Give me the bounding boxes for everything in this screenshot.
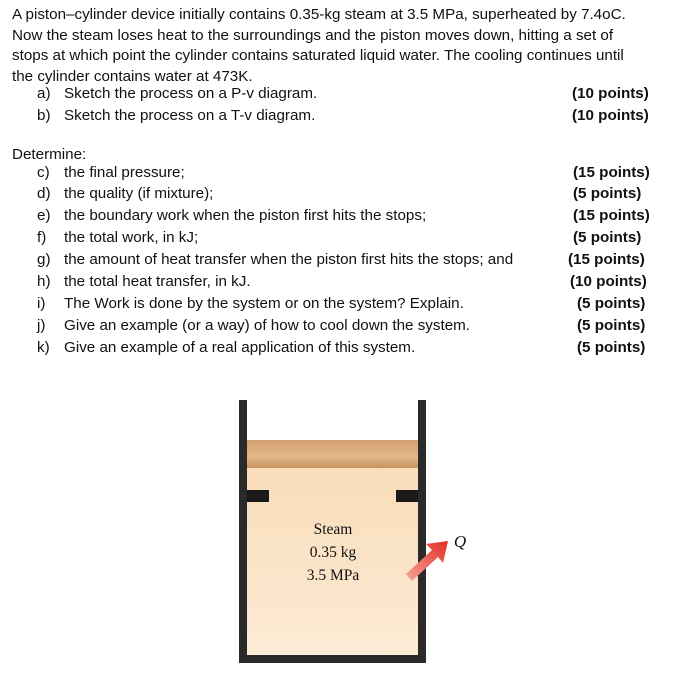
cylinder-right-wall — [418, 400, 426, 663]
question-points: (15 points) — [568, 251, 645, 268]
question-letter: d) — [37, 185, 51, 202]
question-text: Give an example (or a way) of how to cool down the system. — [64, 317, 471, 334]
steam-pressure-label: 3.5 MPa — [306, 567, 360, 584]
question-points: (5 points) — [577, 295, 646, 312]
steam-mass-label: 0.35 kg — [309, 544, 357, 561]
question-letter: i) — [37, 295, 46, 312]
question-k — [0, 338, 700, 358]
question-d — [0, 184, 700, 204]
piston — [247, 440, 418, 468]
question-points: (5 points) — [577, 339, 646, 356]
question-text: the amount of heat transfer when the piston first hits the stops; and — [64, 251, 514, 268]
question-a — [0, 84, 700, 104]
question-j — [0, 316, 700, 336]
question-points: (15 points) — [573, 164, 650, 181]
question-letter: k) — [37, 339, 50, 356]
question-text: The Work is done by the system or on the system? Explain. — [64, 295, 464, 312]
question-letter: c) — [37, 164, 50, 181]
question-letter: f) — [37, 229, 47, 246]
question-i — [0, 294, 700, 314]
question-g — [0, 250, 700, 270]
question-b — [0, 106, 700, 126]
left-stop — [247, 490, 269, 502]
piston-cylinder-figure — [228, 398, 498, 668]
question-text: the total work, in kJ; — [64, 229, 199, 246]
cylinder-bottom — [239, 655, 426, 663]
question-letter: h) — [37, 273, 51, 290]
question-points: (15 points) — [573, 207, 650, 224]
cylinder-left-wall — [239, 400, 247, 663]
question-text: the quality (if mixture); — [64, 185, 214, 202]
question-text: Sketch the process on a T-v diagram. — [64, 107, 316, 124]
question-points: (5 points) — [573, 229, 642, 246]
question-text: the boundary work when the piston first hits the stops; — [64, 207, 427, 224]
problem-statement: A piston–cylinder device initially contains 0.35-kg steam at 3.5 MPa, superheated by 7.4oC. Now the steam loses heat to the surroundings and the piston moves down, hitting a set of stops at which point the cylinder contains saturated liquid water. The cooling continues until the cylinder contains water at 473K. — [12, 6, 626, 85]
question-h — [0, 272, 700, 292]
question-f — [0, 228, 700, 248]
determine-label: Determine: — [12, 146, 87, 163]
question-points: (5 points) — [573, 185, 642, 202]
question-letter: e) — [37, 207, 51, 224]
question-letter: a) — [37, 85, 51, 102]
question-letter: g) — [37, 251, 51, 268]
question-text: Sketch the process on a P-v diagram. — [64, 85, 318, 102]
question-text: Give an example of a real application of this system. — [64, 339, 416, 356]
question-e — [0, 206, 700, 226]
right-stop — [396, 490, 418, 502]
question-c — [0, 163, 700, 183]
heat-q-label: Q — [453, 532, 467, 551]
question-points: (10 points) — [572, 85, 649, 102]
question-text: the total heat transfer, in kJ. — [64, 273, 251, 290]
question-points: (10 points) — [572, 107, 649, 124]
question-points: (5 points) — [577, 317, 646, 334]
question-letter: b) — [37, 107, 51, 124]
question-letter: j) — [37, 317, 46, 334]
steam-label: Steam — [313, 521, 353, 538]
question-text: the final pressure; — [64, 164, 185, 181]
question-points: (10 points) — [570, 273, 647, 290]
